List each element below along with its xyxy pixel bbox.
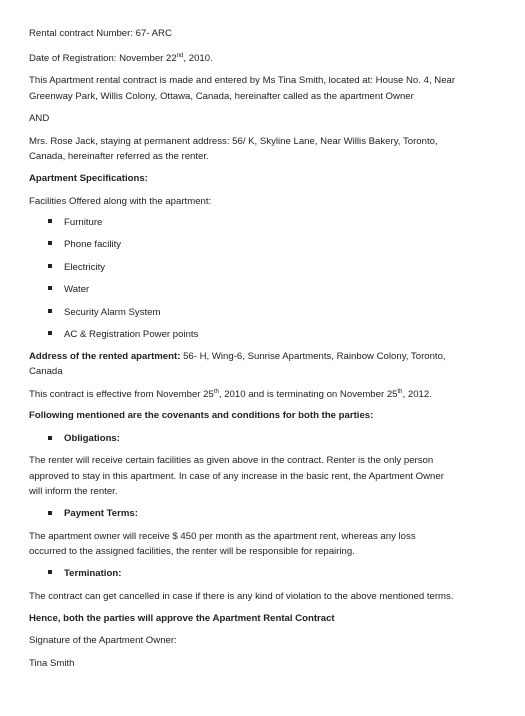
registration-date-sup: nd [176, 52, 184, 59]
facility-item: AC & Registration Power points [64, 329, 199, 340]
effective-dates [29, 388, 499, 401]
bullet-icon [48, 436, 52, 440]
bullet-icon [48, 264, 52, 268]
owner-intro-line-1: This Apartment rental contract is made and entered by Ms Tina Smith, located at: House No. 4, Near [29, 75, 456, 86]
termination-heading: Termination: [64, 568, 122, 579]
approval-statement: Hence, both the parties will approve the Apartment Rental Contract [29, 613, 335, 624]
payment-line-2: occurred to the assigned facilities, the renter will be responsible for repairing. [29, 546, 355, 557]
effective-text-3: , 2012. [402, 389, 432, 400]
specifications-heading: Apartment Specifications: [29, 173, 148, 184]
contract-number: Rental contract Number: 67- ARC [29, 28, 172, 39]
facility-item: Furniture [64, 217, 103, 228]
facilities-intro: Facilities Offered along with the apartment: [29, 196, 212, 207]
effective-sup-2: th [397, 388, 403, 395]
renter-intro-line-2: Canada, hereinafter referred as the renter. [29, 151, 209, 162]
obligations-line-2: approved to stay in this apartment. In case of any increase in the basic rent, the Apartment Owner [29, 471, 444, 482]
registration-date [29, 52, 499, 65]
bullet-icon [48, 241, 52, 245]
bullet-icon [48, 219, 52, 223]
and-separator: AND [29, 113, 50, 124]
owner-signature-name: Tina Smith [29, 658, 75, 669]
effective-sup-1: th [213, 388, 219, 395]
bullet-icon [48, 286, 52, 290]
termination-text: The contract can get cancelled in case if there is any kind of violation to the above mentioned terms. [29, 591, 454, 602]
obligations-line-3: will inform the renter. [29, 486, 118, 497]
owner-intro-line-2: Greenway Park, Willis Colony, Ottawa, Canada, hereinafter called as the apartment Owner [29, 91, 414, 102]
bullet-icon [48, 309, 52, 313]
rented-address-label: Address of the rented apartment: [29, 351, 181, 362]
rented-address-line-1 [29, 350, 499, 363]
renter-intro-line-1: Mrs. Rose Jack, staying at permanent address: 56/ K, Skyline Lane, Near Willis Bakery, Toronto, [29, 136, 438, 147]
facility-item: Electricity [64, 262, 106, 273]
signature-label: Signature of the Apartment Owner: [29, 635, 177, 646]
obligations-line-1: The renter will receive certain facilities as given above in the contract. Renter is the only person [29, 455, 434, 466]
rented-address-value: 56- H, Wing-6, Sunrise Apartments, Rainbow Colony, Toronto, [180, 351, 446, 362]
effective-text-1: This contract is effective from November 25 [29, 389, 214, 400]
bullet-icon [48, 570, 52, 574]
rented-address-line-2: Canada [29, 366, 63, 377]
bullet-icon [48, 511, 52, 515]
effective-text-2: , 2010 and is terminating on November 25 [218, 389, 398, 400]
registration-date-prefix: Date of Registration: November 22 [29, 53, 177, 64]
bullet-icon [48, 331, 52, 335]
facility-item: Water [64, 284, 90, 295]
covenants-heading: Following mentioned are the covenants and conditions for both the parties: [29, 410, 374, 421]
obligations-heading: Obligations: [64, 433, 120, 444]
facility-item: Security Alarm System [64, 307, 161, 318]
payment-line-1: The apartment owner will receive $ 450 per month as the apartment rent, whereas any loss [29, 531, 416, 542]
registration-date-suffix: , 2010. [183, 53, 213, 64]
payment-terms-heading: Payment Terms: [64, 508, 138, 519]
facility-item: Phone facility [64, 239, 122, 250]
